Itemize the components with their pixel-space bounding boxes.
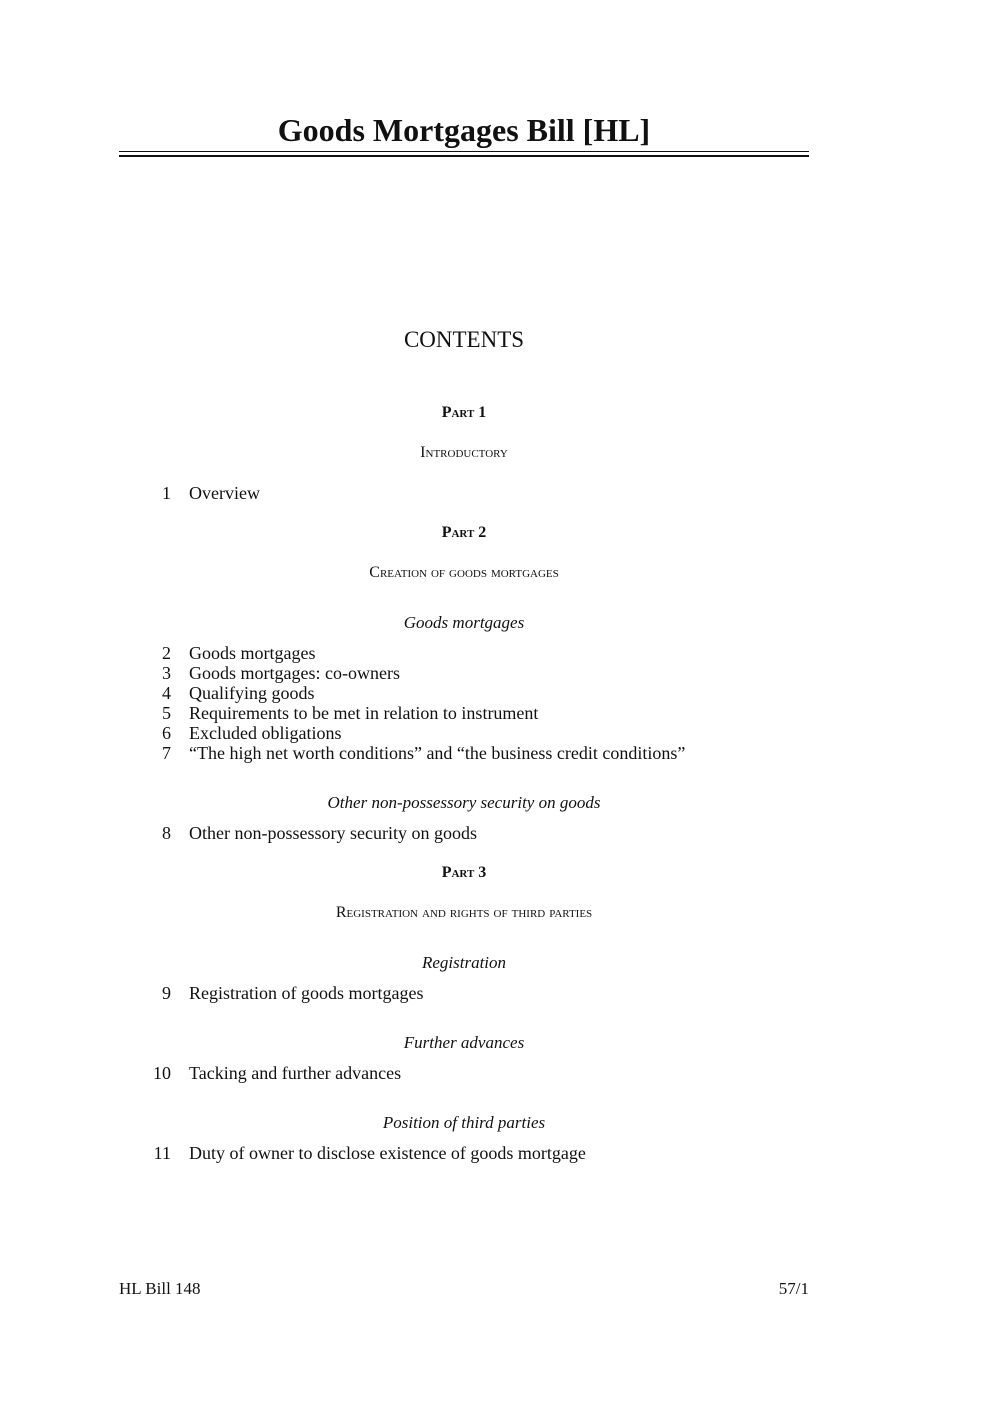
crossheading: Registration <box>421 953 507 972</box>
crossheading: Goods mortgages <box>403 613 525 632</box>
toc-entry[interactable] <box>140 483 260 503</box>
part-2-label: Part 2 <box>441 524 487 541</box>
toc-entry[interactable] <box>140 743 685 763</box>
section-title: Goods mortgages: co-owners <box>189 663 400 683</box>
toc-entry[interactable] <box>140 723 341 743</box>
part-3-title: Registration and rights of third parties <box>335 904 593 921</box>
section-number: 2 <box>162 643 171 663</box>
toc-entry[interactable] <box>140 1063 401 1083</box>
bill-reference: HL Bill 148 <box>119 1279 201 1298</box>
section-number: 7 <box>162 743 171 763</box>
section-title: Other non-possessory security on goods <box>189 823 477 843</box>
page-reference: 57/1 <box>778 1279 809 1298</box>
crossheading: Position of third parties <box>382 1113 546 1132</box>
section-number: 10 <box>153 1063 171 1083</box>
crossheading: Other non-possessory security on goods <box>327 793 601 812</box>
section-title: Goods mortgages <box>189 643 316 663</box>
section-title: Excluded obligations <box>189 723 342 743</box>
section-title: Overview <box>189 483 260 503</box>
toc-entry[interactable] <box>140 663 400 683</box>
toc-entry[interactable] <box>140 683 315 703</box>
section-title: “The high net worth conditions” and “the business credit conditions” <box>189 743 686 763</box>
section-number: 8 <box>162 823 171 843</box>
section-title: Tacking and further advances <box>189 1063 402 1083</box>
section-number: 6 <box>162 723 171 743</box>
toc-entry[interactable] <box>140 823 477 843</box>
bill-title: Goods Mortgages Bill [HL] <box>277 112 651 148</box>
section-number: 5 <box>162 703 171 723</box>
part-2-title: Creation of goods mortgages <box>369 564 559 581</box>
toc-entry[interactable] <box>140 983 423 1003</box>
title-rule-thin <box>119 151 809 152</box>
crossheading: Further advances <box>403 1033 525 1052</box>
part-3-label: Part 3 <box>441 864 487 881</box>
section-number: 9 <box>162 983 171 1003</box>
part-1-title: Introductory <box>420 444 508 461</box>
title-rule-thick <box>119 155 809 157</box>
section-title: Requirements to be met in relation to instrument <box>189 703 539 723</box>
toc-entry[interactable] <box>140 1143 586 1163</box>
section-title: Qualifying goods <box>189 683 315 703</box>
section-number: 1 <box>162 483 171 503</box>
section-title: Registration of goods mortgages <box>189 983 424 1003</box>
section-number: 3 <box>162 663 171 683</box>
section-title: Duty of owner to disclose existence of goods mortgage <box>189 1143 586 1163</box>
section-number: 11 <box>153 1143 171 1163</box>
part-1-label: Part 1 <box>441 404 487 421</box>
toc-entry[interactable] <box>140 643 315 663</box>
toc-entry[interactable] <box>140 703 538 723</box>
section-number: 4 <box>162 683 171 703</box>
contents-heading: CONTENTS <box>403 327 525 352</box>
